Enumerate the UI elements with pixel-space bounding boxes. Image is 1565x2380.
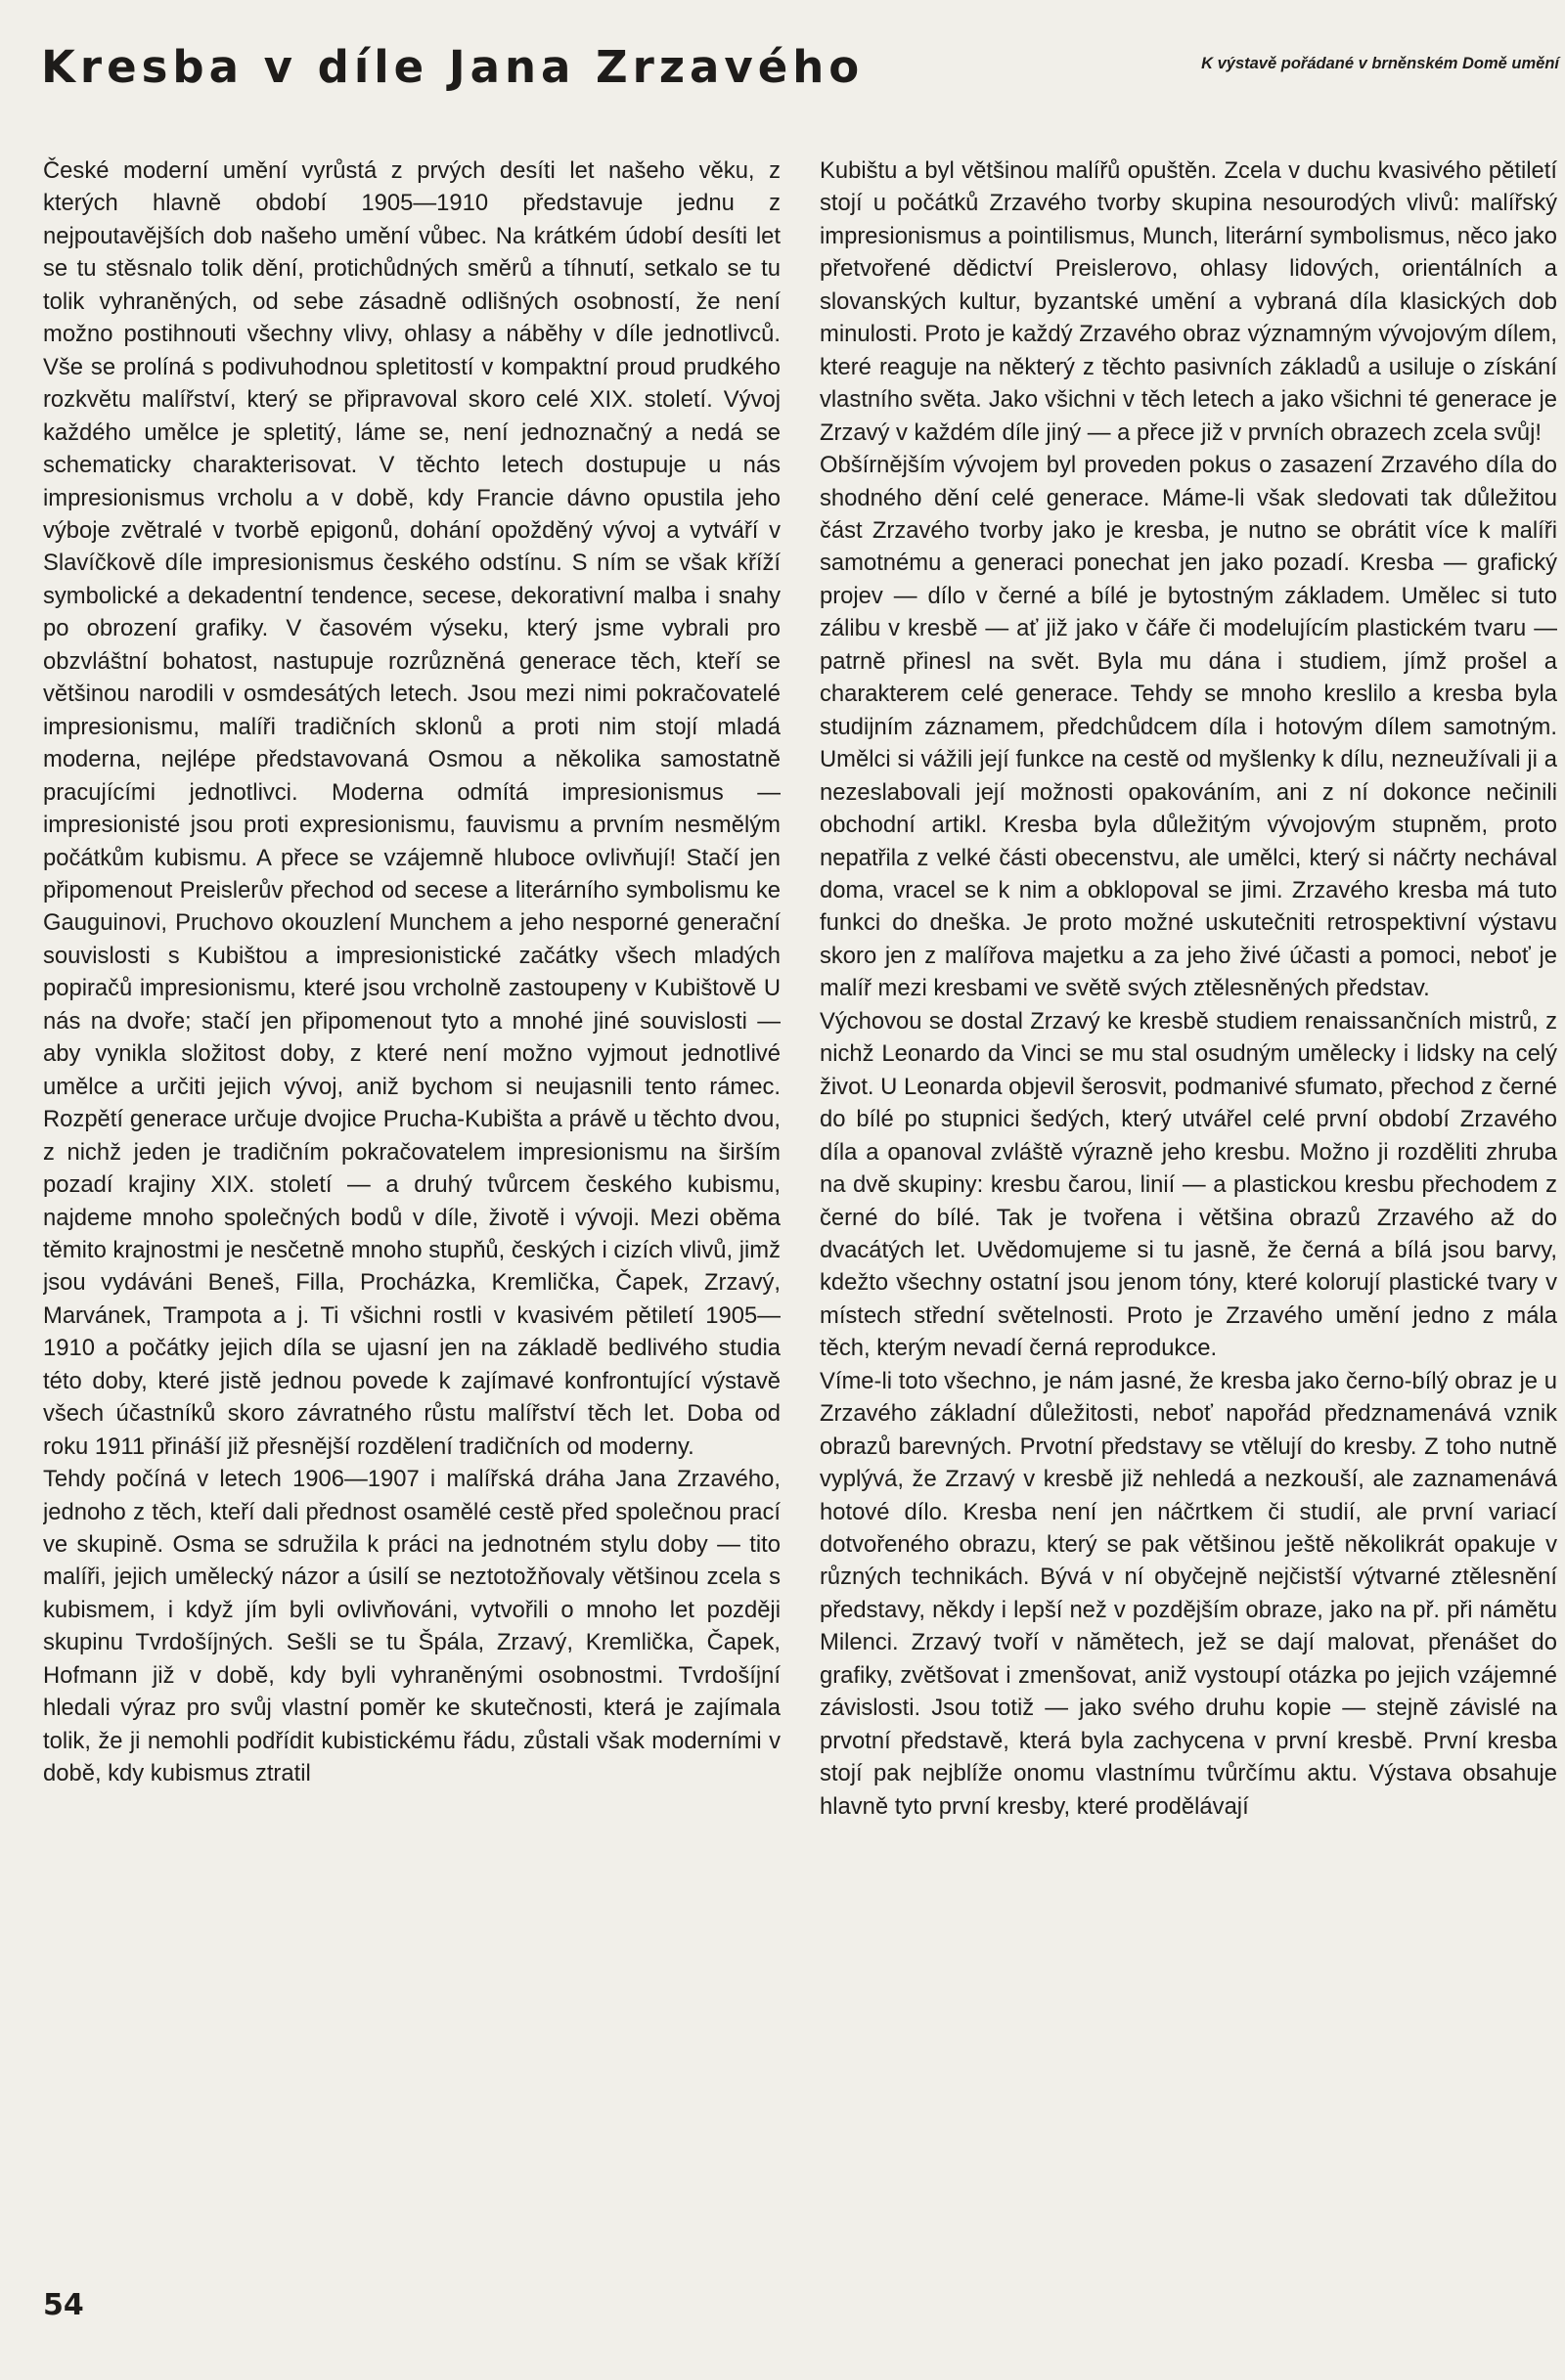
- paragraph: Kubištu a byl většinou malířů opuštěn. Zcela v duchu kvasivého pětiletí stojí u počátků Zrzavého tvorby skupina nesourodých vlivů: malířský impresionismus a pointilismus, Munch, literární symbolismus, něco jako přetvořené dědictví Preislerovo, ohlasy lidových, orientálních a slovanských kultur, byzantské umění a vybraná díla klasických dob minulosti. Proto je každý Zrzavého obraz významným vývojovým dílem, které reaguje na některý z těchto pasivních základů a usiluje o získání vlastního světa. Jako všichni v těch letech a jako všichni té generace je Zrzavý v každém díle jiný — a přece již v prvních obrazech zcela svůj!: [820, 157, 1557, 446]
- text-column-left: [43, 154, 781, 2276]
- page-number: 54: [43, 2288, 84, 2322]
- paragraph: České moderní umění vyrůstá z prvých desíti let našeho věku, z kterých hlavně období 1905—1910 představuje jednu z nejpoutavějších dob našeho umění vůbec. Na krátkém údobí desíti let se tu stěsnalo tolik dění, protichůdných směrů a tíhnutí, setkalo se tu tolik vyhraněných, od sebe zásadně odlišných osobností, že není možno postihnouti všechny vlivy, ohlasy a náběhy v díle jednotlivců. Vše se prolíná s podivuhodnou spletitostí v kompaktní proud prudkého rozkvětu malířství, který se připravoval skoro celé XIX. století. Vývoj každého umělce je spletitý, láme se, není jednoznačný a nedá se schematicky charakterisovat. V těchto letech dostupuje u nás impresionismus vrcholu a v době, kdy Francie dávno opustila jeho výboje zvětralé v tvorbě epigonů, dohání opožděný vývoj a vytváří v Slavíčkově díle impresionismus českého odstínu. S ním se však kříží symbolické a dekadentní tendence, secese, dekorativní malba i snahy po obrození grafiky. V časovém výseku, který jsme vybrali pro obzvláštní bohatost, nastupuje rozrůzněná generace těch, kteří se většinou narodili v osmdesátých letech. Jsou mezi nimi pokračovatelé impresionismu, malíři tradičních sklonů a proti nim stojí mladá moderna, nejlépe představovaná Osmou a několika samostatně pracujícími jednotlivci. Moderna odmítá impresionismus — impresionisté jsou proti expresionismu, fauvismu a prvním nesmělým počátkům kubismu. A přece se vzájemně hluboce ovlivňují! Stačí jen připomenout Preislerův přechod od secese a literárního symbolismu ke Gauguinovi, Pruchovo okouzlení Munchem a jeho nesporné generační souvislosti s Kubištou a impresionistické začátky všech mladých popiračů impresionismu, které jsou vrcholně zastoupeny v Kubištově U nás na dvoře; stačí jen připomenout tyto a mnohé jiné souvislosti — aby vynikla složitost doby, z které není možno vyjmout jednotlivé umělce a určiti jejich vývoj, aniž bychom si neujasnili tento rámec. Rozpětí generace určuje dvojice Prucha-Kubišta a právě u těchto dvou, z nichž jeden je tradičním pokračovatelem impresionismu na širším pozadí krajiny XIX. století — a druhý tvůrcem českého kubismu, najdeme mnoho společných bodů v díle, životě i vývoji. Mezi oběma těmito krajnostmi je nesčetně mnoho stupňů, českých i cizích vlivů, jimž jsou vydáváni Beneš, Filla, Procházka, Kremlička, Čapek, Zrzavý, Marvánek, Trampota a j. Ti všichni rostli v kvasivém pětiletí 1905—1910 a počátky jejich díla se ujasní jen na základě bedlivého studia této doby, které jistě jednou povede k zajímavé konfrontující výstavě všech účastníků skoro závratného růstu malířství těch let. Doba od roku 1911 přináší již přesnější rozdělení tradičních od moderny.: [43, 157, 781, 1460]
- article-title: Kresba v díle Jana Zrzavého: [41, 41, 865, 93]
- paragraph: Výchovou se dostal Zrzavý ke kresbě studiem renaissančních mistrů, z nichž Leonardo da Vinci se mu stal osudným umělecky i lidsky na celý život. U Leonarda objevil šerosvit, podmanivé sfumato, přechod z černé do bílé po stupnici šedých, který utvářel celé první období Zrzavého díla a opanoval zvláště výrazně jeho kresbu. Možno ji rozděliti zhruba na dvě skupiny: kresbu čarou, linií — a plastickou kresbu přechodem z černé do bílé. Tak je tvořena i většina obrazů Zrzavého až do dvacátých let. Uvědomujeme si tu jasně, že černá a bílá jsou barvy, kdežto všechny ostatní jsou jenom tóny, které kolorují plastické tvary v místech střední světelnosti. Proto je Zrzavého umění jedno z mála těch, kterým nevadí černá reprodukce.: [820, 1007, 1557, 1362]
- paragraph: Tehdy počíná v letech 1906—1907 i malířská dráha Jana Zrzavého, jednoho z těch, kteří dali přednost osamělé cestě před společnou prací ve skupině. Osma se sdružila k práci na jednotném stylu doby — tito malíři, jejich umělecký názor a úsilí se neztotožňovaly většinou zcela s kubismem, i když jím byli ovlivňováni, vytvořili o mnoho let později skupinu Tvrdošíjných. Sešli se tu Špála, Zrzavý, Kremlička, Čapek, Hofmann již v době, kdy byli vyhraněnými osobnostmi. Tvrdošíjní hledali výraz pro svůj vlastní poměr ke skutečnosti, která je zajímala tolik, že ji nemohli podřídit kubistickému řádu, zůstali však moderními v době, kdy kubismus ztratil: [43, 1466, 781, 1787]
- paragraph: Obšírnějším vývojem byl proveden pokus o zasazení Zrzavého díla do shodného dění celé generace. Máme-li však sledovati tak důležitou část Zrzavého tvorby jako je kresba, je nutno se obrátit více k malíři samotnému a generaci ponechat jen jako pozadí. Kresba — grafický projev — dílo v černé a bílé je bytostným základem. Umělec si tuto zálibu v kresbě — ať již jako v čáře či modelujícím plastickém tvaru — patrně přinesl na svět. Byla mu dána i studiem, jímž prošel a charakterem celé generace. Tehdy se mnoho kreslilo a kresba byla studijním záznamem, předchůdcem díla i hotovým dílem samotným. Umělci si vážili její funkce na cestě od myšlenky k dílu, nezneužívali ji a nezeslabovali její možnosti opakováním, ani z ní dokonce nečinili obchodní artikl. Kresba byla důležitým vývojovým stupněm, proto nepatřila z velké části obecenstvu, ale umělci, který si náčrty nechával doma, vracel se k nim a obklopoval se jimi. Zrzavého kresba má tuto funkci do dneška. Je proto možné uskutečniti retrospektivní výstavu skoro jen z malířova majetku a za jeho živé účasti a pomoci, neboť je malíř mezi kresbami ve světě svých ztělesněných představ.: [820, 452, 1557, 1002]
- paragraph: Víme-li toto všechno, je nám jasné, že kresba jako černo-bílý obraz je u Zrzavého základní důležitosti, neboť napořád předznamenává vznik obrazů barevných. Prvotní představy se vtělují do kresby. Z toho nutně vyplývá, že Zrzavý v kresbě již nehledá a nezkouší, ale zaznamenává hotové dílo. Kresba není jen náčrtkem či studií, ale první variací dotvořeného obrazu, který se pak většinou ještě několikrát opakuje v různých technikách. Bývá v ní obyčejně nejčistší výtvarné ztělesnění představy, někdy i lepší než v pozdějším obraze, jako na př. při námětu Milenci. Zrzavý tvoří v nămětech, jež se dají malovat, přenášet do grafiky, zvětšovat i zmenšovat, aniž vystoupí otázka po jejich vzájemné závislosti. Jsou totiž — jako svého druhu kopie — stejně závislé na prvotní představě, která byla zachycena v první kresbě. První kresba stojí pak nejblíže onomu vlastnímu tvůrčímu aktu. Výstava obsahuje hlavně tyto první kresby, které prodělávají: [820, 1367, 1557, 1820]
- text-column-right: [820, 154, 1557, 2276]
- article-header: [41, 33, 1561, 102]
- article-subtitle: K výstavě pořádané v brněnském Domě umění: [1201, 55, 1559, 72]
